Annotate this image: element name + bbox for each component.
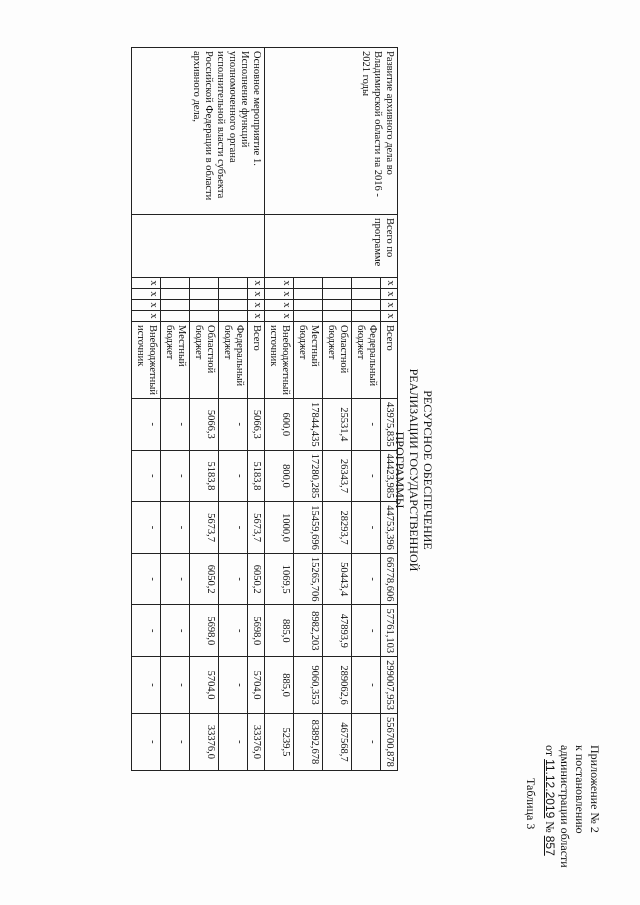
- x-mark-cell: х: [132, 300, 161, 311]
- value-cell: -: [161, 502, 190, 554]
- x-mark-cell: [161, 289, 190, 300]
- x-mark-cell: [219, 278, 248, 289]
- value-cell: -: [219, 398, 248, 450]
- source-cell: Областной бюджет: [323, 322, 352, 399]
- table-row: [381, 48, 398, 771]
- value-cell: 6050,2: [248, 553, 265, 605]
- annex-block: [542, 745, 602, 895]
- value-cell: -: [219, 605, 248, 657]
- value-cell: 5698,0: [248, 605, 265, 657]
- value-cell: -: [161, 553, 190, 605]
- x-mark-cell: [190, 300, 219, 311]
- value-cell: -: [352, 657, 381, 714]
- value-cell: -: [352, 713, 381, 770]
- value-cell: 885,0: [265, 657, 294, 714]
- x-mark-cell: [352, 311, 381, 322]
- annex-line3: администрации области: [558, 745, 572, 868]
- value-cell: -: [352, 398, 381, 450]
- value-cell: 44753,396: [381, 502, 398, 554]
- x-mark-cell: х: [132, 278, 161, 289]
- x-mark-cell: [352, 300, 381, 311]
- x-mark-cell: х: [381, 278, 398, 289]
- value-cell: 15459,696: [294, 502, 323, 554]
- source-cell: Внебюджетный источник: [132, 322, 161, 399]
- annex-line1: Приложение № 2: [588, 745, 602, 833]
- document-title: [393, 330, 435, 610]
- value-cell: -: [132, 605, 161, 657]
- measure-name-cell: Основное мероприятие 1. Исполнение функций уполномоченного органа исполнительной власти субъекта Российской Федерации в области архивного дела,: [132, 48, 265, 215]
- value-cell: 5183,8: [248, 450, 265, 502]
- value-cell: 1000,0: [265, 502, 294, 554]
- value-cell: 17280,285: [294, 450, 323, 502]
- source-cell: Всего: [381, 322, 398, 399]
- value-cell: -: [132, 713, 161, 770]
- source-cell: Федеральный бюджет: [352, 322, 381, 399]
- x-mark-cell: х: [265, 311, 294, 322]
- x-mark-cell: х: [248, 311, 265, 322]
- value-cell: 5704,0: [248, 657, 265, 714]
- x-mark-cell: х: [248, 289, 265, 300]
- table-label: Таблица 3: [524, 778, 538, 830]
- value-cell: -: [219, 502, 248, 554]
- program-category-cell: Всего по программе: [265, 215, 398, 278]
- x-mark-cell: х: [381, 289, 398, 300]
- value-cell: 5066,3: [248, 398, 265, 450]
- value-cell: -: [219, 450, 248, 502]
- value-cell: -: [219, 657, 248, 714]
- value-cell: 47893,9: [323, 605, 352, 657]
- x-mark-cell: х: [132, 311, 161, 322]
- x-mark-cell: х: [381, 300, 398, 311]
- x-mark-cell: х: [265, 278, 294, 289]
- value-cell: -: [219, 713, 248, 770]
- value-cell: -: [132, 553, 161, 605]
- annex-line2: к постановлению: [573, 745, 587, 834]
- x-mark-cell: [323, 289, 352, 300]
- value-cell: -: [161, 657, 190, 714]
- value-cell: -: [132, 398, 161, 450]
- x-mark-cell: х: [248, 300, 265, 311]
- value-cell: -: [161, 713, 190, 770]
- x-mark-cell: [161, 278, 190, 289]
- value-cell: 600,0: [265, 398, 294, 450]
- source-cell: Местный бюджет: [161, 322, 190, 399]
- value-cell: 17844,435: [294, 398, 323, 450]
- x-mark-cell: [294, 278, 323, 289]
- value-cell: 5698,0: [190, 605, 219, 657]
- x-mark-cell: х: [132, 289, 161, 300]
- x-mark-cell: [219, 311, 248, 322]
- x-mark-cell: [161, 311, 190, 322]
- value-cell: 556700,878: [381, 713, 398, 770]
- x-mark-cell: [352, 289, 381, 300]
- value-cell: 289062,6: [323, 657, 352, 714]
- source-cell: Всего: [248, 322, 265, 399]
- x-mark-cell: [190, 289, 219, 300]
- measure-category-cell: [132, 215, 265, 278]
- source-cell: Федеральный бюджет: [219, 322, 248, 399]
- value-cell: 5066,3: [190, 398, 219, 450]
- value-cell: -: [132, 450, 161, 502]
- value-cell: 6050,2: [190, 553, 219, 605]
- value-cell: 26343,7: [323, 450, 352, 502]
- value-cell: 5673,7: [190, 502, 219, 554]
- x-mark-cell: [190, 278, 219, 289]
- value-cell: 25531,4: [323, 398, 352, 450]
- value-cell: -: [132, 657, 161, 714]
- source-cell: Областной бюджет: [190, 322, 219, 399]
- x-mark-cell: [219, 289, 248, 300]
- value-cell: 885,0: [265, 605, 294, 657]
- value-cell: 15265,706: [294, 553, 323, 605]
- value-cell: 467568,7: [323, 713, 352, 770]
- x-mark-cell: [352, 278, 381, 289]
- x-mark-cell: [323, 311, 352, 322]
- x-mark-cell: [294, 311, 323, 322]
- value-cell: 800,0: [265, 450, 294, 502]
- value-cell: 43975,835: [381, 398, 398, 450]
- program-name-cell: Развитие архивного дела во Владимирской области на 2016 - 2021 годы: [265, 48, 398, 215]
- annex-number: 857: [543, 835, 557, 856]
- value-cell: 8982,203: [294, 605, 323, 657]
- annex-date: 11.12.2019: [543, 759, 557, 819]
- annex-date-prefix: от: [543, 745, 557, 757]
- x-mark-cell: [323, 278, 352, 289]
- value-cell: 66778,606: [381, 553, 398, 605]
- x-mark-cell: [219, 300, 248, 311]
- source-cell: Местный бюджет: [294, 322, 323, 399]
- annex-line4: [542, 745, 557, 895]
- x-mark-cell: [161, 300, 190, 311]
- value-cell: 5183,8: [190, 450, 219, 502]
- x-mark-cell: [190, 311, 219, 322]
- value-cell: -: [352, 605, 381, 657]
- value-cell: -: [132, 502, 161, 554]
- value-cell: -: [161, 605, 190, 657]
- x-mark-cell: х: [381, 311, 398, 322]
- value-cell: 5673,7: [248, 502, 265, 554]
- value-cell: 33376,0: [190, 713, 219, 770]
- value-cell: 1069,5: [265, 553, 294, 605]
- value-cell: 299007,953: [381, 657, 398, 714]
- title-line2: РЕАЛИЗАЦИИ ГОСУДАРСТВЕННОЙ ПРОГРАММЫ: [393, 368, 421, 572]
- value-cell: -: [161, 450, 190, 502]
- x-mark-cell: [294, 300, 323, 311]
- x-mark-cell: [323, 300, 352, 311]
- value-cell: 50443,4: [323, 553, 352, 605]
- value-cell: -: [161, 398, 190, 450]
- value-cell: 28293,7: [323, 502, 352, 554]
- value-cell: 44423,985: [381, 450, 398, 502]
- resource-table: [131, 47, 398, 771]
- x-mark-cell: [294, 289, 323, 300]
- value-cell: 5704,0: [190, 657, 219, 714]
- value-cell: -: [352, 553, 381, 605]
- annex-number-prefix: №: [543, 821, 557, 833]
- x-mark-cell: х: [248, 278, 265, 289]
- value-cell: 57761,103: [381, 605, 398, 657]
- source-cell: Внебюджетный источник: [265, 322, 294, 399]
- value-cell: -: [352, 502, 381, 554]
- x-mark-cell: х: [265, 289, 294, 300]
- x-mark-cell: х: [265, 300, 294, 311]
- value-cell: 83892,678: [294, 713, 323, 770]
- table-row: [248, 48, 265, 771]
- value-cell: -: [219, 553, 248, 605]
- value-cell: 5239,5: [265, 713, 294, 770]
- value-cell: -: [352, 450, 381, 502]
- title-line1: РЕСУРСНОЕ ОБЕСПЕЧЕНИЕ: [421, 390, 435, 550]
- value-cell: 9060,353: [294, 657, 323, 714]
- value-cell: 33376,0: [248, 713, 265, 770]
